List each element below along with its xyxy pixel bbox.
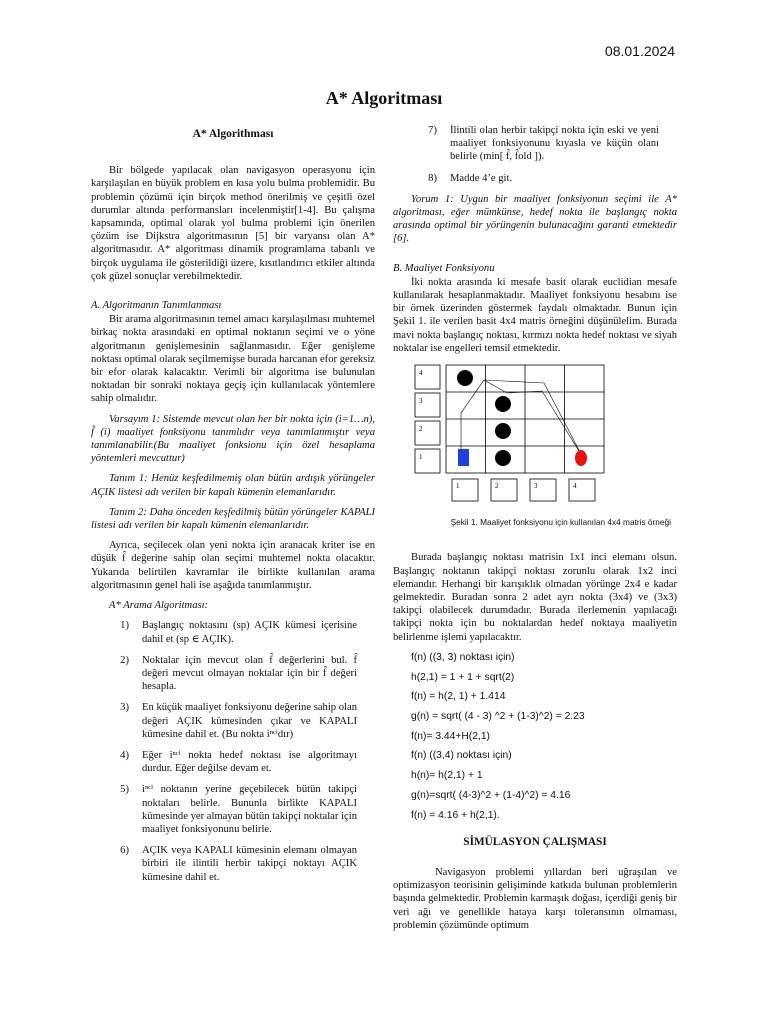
step-text: En küçük maaliyet fonksiyonu değerine sahip olan değeri AÇIK kümesinden çıkar ve KAPALI kümesine dahil et. (Bu nokta iⁿᶜⁱdır): [142, 702, 357, 740]
formula-line: f(n) = h(2, 1) + 1.414: [411, 691, 506, 703]
step-number: 1): [120, 620, 129, 632]
right-column: [393, 124, 677, 939]
intro-paragraph: Bir bölgede yapılacak olan navigasyon operasyonu için karşılaşılan en büyük problem en kısa yolu bulma problemidir. Bu problemin çözümü için birçok method önerilmiş ve çeşitli özel durumlar altında performansları incelenmiştir[1-4]. Bu çalışma kapsamında, optimal olarak yol bulma problemi için önerilen çözüm ise Dijkstra algoritmasının [5] bir varyansı olan A* algoritmasıdır. A* algoritması dinamik programlama tabanlı ve birçok uygulama ile gösterildiği üzere, kısıtlandırıcı etkiler altında çok güzel sonuçlar verebilmektedir.: [91, 165, 375, 282]
simulation-heading: SİMÜLASYON ÇALIŞMASI: [463, 835, 607, 848]
step-number: 7): [428, 125, 437, 136]
list-item: [91, 844, 375, 884]
definition-paragraph: Bir arama algoritmasının temel amacı karşılaşılması muhtemel birkaç nokta arasındaki en optimal noktanın seçimi ve o yöne algoritmanın genişlemesinin sağlanmasıdır. Eğer genişleme noktası optimal olarak seçilmemişse burada harcanan efor gereksiz bir efor olarak kalacaktır. Verimli bir algoritma ise bulunulan noktadan bir sonraki noktaya geçiş için kullanılacak yöntemlere sahip olmalıdır.: [91, 314, 375, 405]
obstacle-dot: [495, 396, 511, 412]
list-item: [91, 749, 375, 775]
row-label: 4: [419, 369, 423, 378]
formula-line: h(2,1) = 1 + 1 + sqrt(2): [411, 671, 515, 683]
formula-line: h(n)= h(2,1) + 1: [411, 770, 483, 782]
col-label: 3: [534, 482, 538, 491]
definition-2: Tanım 2: Daha önceden keşfedilmiş bütün yörüngeler KAPALI listesi adı verilen bir kapalı kümenin elemanlarıdır.: [91, 506, 375, 532]
criteria-paragraph: Ayrıca, seçilecek olan yeni nokta için aranacak kriter ise en düşük f̂ değerine sahip olan seçimi muhtemel nokta olacaktır. Yukarıda belirtilen kavramlar ile birlikte kullanılan arama algoritmasının genel hali ise aşağıda tanımlanmıştır.: [91, 540, 375, 591]
list-item: [393, 172, 677, 185]
step-text: Eğer iⁿᶜⁱ nokta hedef noktası ise algoritmayı durdur. Eğer değilse devam et.: [142, 749, 357, 775]
col-label: 4: [573, 482, 577, 491]
path-lower: [484, 380, 582, 456]
step-text: Başlangıç noktasını (sp) AÇIK kümesi içerisine dahil et (sp ∈ AÇIK).: [142, 620, 357, 645]
left-column: [91, 124, 375, 892]
formula-line: f(n)= 3.44+H(2,1): [411, 730, 490, 742]
algorithm-title: A* Arama Algoritması:: [109, 600, 209, 612]
formula-line: f(n) = 4.16 + h(2,1).: [411, 809, 500, 821]
path-upper: [461, 380, 582, 456]
row-label: 3: [419, 397, 423, 406]
row-label: 1: [419, 453, 423, 462]
step-text: Noktalar için mevcut olan f̂ değerlerini bul. f̂ değeri mevcut olmayan noktalar için bir f̂ değeri hesapla.: [142, 654, 357, 693]
step-number: 6): [120, 845, 129, 857]
formula-line: g(n)=sqrt( (4-3)^2 + (1-4)^2) = 4.16: [411, 789, 571, 801]
list-item: [91, 783, 375, 836]
step-number: 3): [120, 702, 129, 714]
step-text: Madde 4’e git.: [450, 172, 513, 184]
figure-grid: [414, 363, 677, 512]
start-point: [458, 449, 469, 466]
subsection-heading-b: B. Maaliyet Fonksiyonu: [393, 262, 495, 274]
list-item: [91, 654, 375, 694]
section-title: A* Algorithması: [192, 128, 274, 140]
step-number: 5): [120, 784, 129, 796]
list-item: [91, 619, 375, 645]
step-text: iⁿᶜⁱ noktanın yerine geçebilecek bütün takipçi noktaları belirle. Bununla birlikte KAPALI kümesinde yer almayan bütün takipçi noktalar için maaliyet fonksiyonunu belirle.: [142, 784, 357, 835]
col-label: 2: [495, 482, 499, 491]
list-item: [91, 701, 375, 741]
formula-line: f(n) ((3,4) noktası için): [411, 750, 512, 762]
document-date: 08.01.2024: [604, 43, 675, 59]
document-title: A* Algoritması: [325, 88, 443, 108]
formula-list: [393, 651, 677, 822]
obstacle-dot: [495, 423, 511, 439]
step-number: 8): [428, 172, 437, 184]
algorithm-steps-continued: [393, 124, 677, 185]
row-label: 2: [419, 425, 423, 434]
obstacle-dot: [457, 370, 473, 386]
formula-line: g(n) = sqrt( (4 - 3) ^2 + (1-3)^2) = 2.23: [411, 710, 585, 722]
grid-matrix-figure: [414, 363, 614, 508]
figure-caption: Şekil 1. Maaliyet fonksiyonu için kullanılan 4x4 matris örneği: [450, 517, 671, 528]
step-text: İlintili olan herbir takipçi nokta için eski ve yeni maaliyet fonksiyonunu kıyasla ve küçün olanı belirle (min[ f̂, f̂old ]).: [450, 125, 659, 163]
algorithm-steps: [91, 619, 375, 883]
step-text: AÇIK veya KAPALI kümesinin elemanı olmayan birbiri ile ilintili herbir takipçi noktayı AÇIK kümesine dahil et.: [142, 845, 357, 883]
col-label: 1: [456, 482, 460, 491]
step-number: 4): [120, 749, 129, 761]
assumption-paragraph: Varsayım 1: Sistemde mevcut olan her bir nokta için (i=1…n), f̂ (i) maaliyet fonksiyonu tanımlıdır veya tanımlanmıştır veya tanımlanabilir.(Bu maaliyet fonksionu için özel hesaplama yöntemleri mevcuttur): [91, 413, 375, 465]
obstacle-dot: [495, 450, 511, 466]
simulation-paragraph: Navigasyon problemi yıllardan beri uğraşılan ve optimizasyon teorisinin gelişiminde katkıda bulunan problemlerin başında gelmektedir. Problemin karmaşık doğası, içerdiği geniş bir veri ağı ve genellikle hataya karşı toleransının olmaması, problemin çözümünde optimum: [393, 866, 677, 931]
definition-1: Tanım 1: Henüz keşfedilmemiş olan bütün ardışık yörüngeler AÇIK listesi adı verilen bir kapalı kümenin elemanlarıdır.: [91, 473, 375, 498]
step-number: 2): [120, 654, 129, 666]
path-lines: [461, 380, 582, 456]
list-item: [393, 124, 677, 164]
comment-paragraph: Yorum 1: Uygun bir maaliyet fonksiyonun seçimi ile A* algoritması, eğer mümkünse, hedef nokta ile başlangıç nokta arasında optimal bir yörüngenin bulunacağını garanti etmektedir [6].: [393, 193, 677, 245]
cost-paragraph: İki nokta arasında ki mesafe basit olarak euclidian mesafe kullanılarak hesaplanmaktadır. Maaliyet fonksiyonu hesabını ise bir örnek üzerinden göstermek faydalı olmaktadır. Bunun için Şekil 1. ile verilen basit 4x4 matris örneğini düşünülelim. Burada mavi nokta başlangıç noktası, kırmızı nokta hedef noktası ve siyah noktalar ise engelleri temsil etmektedir.: [393, 276, 677, 354]
formula-line: f(n) ((3, 3) noktası için): [411, 651, 515, 663]
goal-point: [575, 450, 587, 466]
subsection-heading-a: A. Algoritmanın Tanımlanması: [91, 300, 222, 312]
example-paragraph: Burada başlangıç noktası matrisin 1x1 inci elemanı olsun. Başlangıç noktanın takipçi noktası zorunlu olarak 1x2 inci elemandır. Herhangi bir karışıklık olmadan yörünge 2x4 e kadar gelmektedir. Buradan sonra 2 adet ayrı nokta (3x4) ve (3x3) takipçi olabilecek durumdadır. Burada ilerlemenin yapılacağı takipçi nokta için bu noktalardan hedef noktaya maaliyetin belirlenme işlemi yapılacaktır.: [393, 552, 677, 643]
